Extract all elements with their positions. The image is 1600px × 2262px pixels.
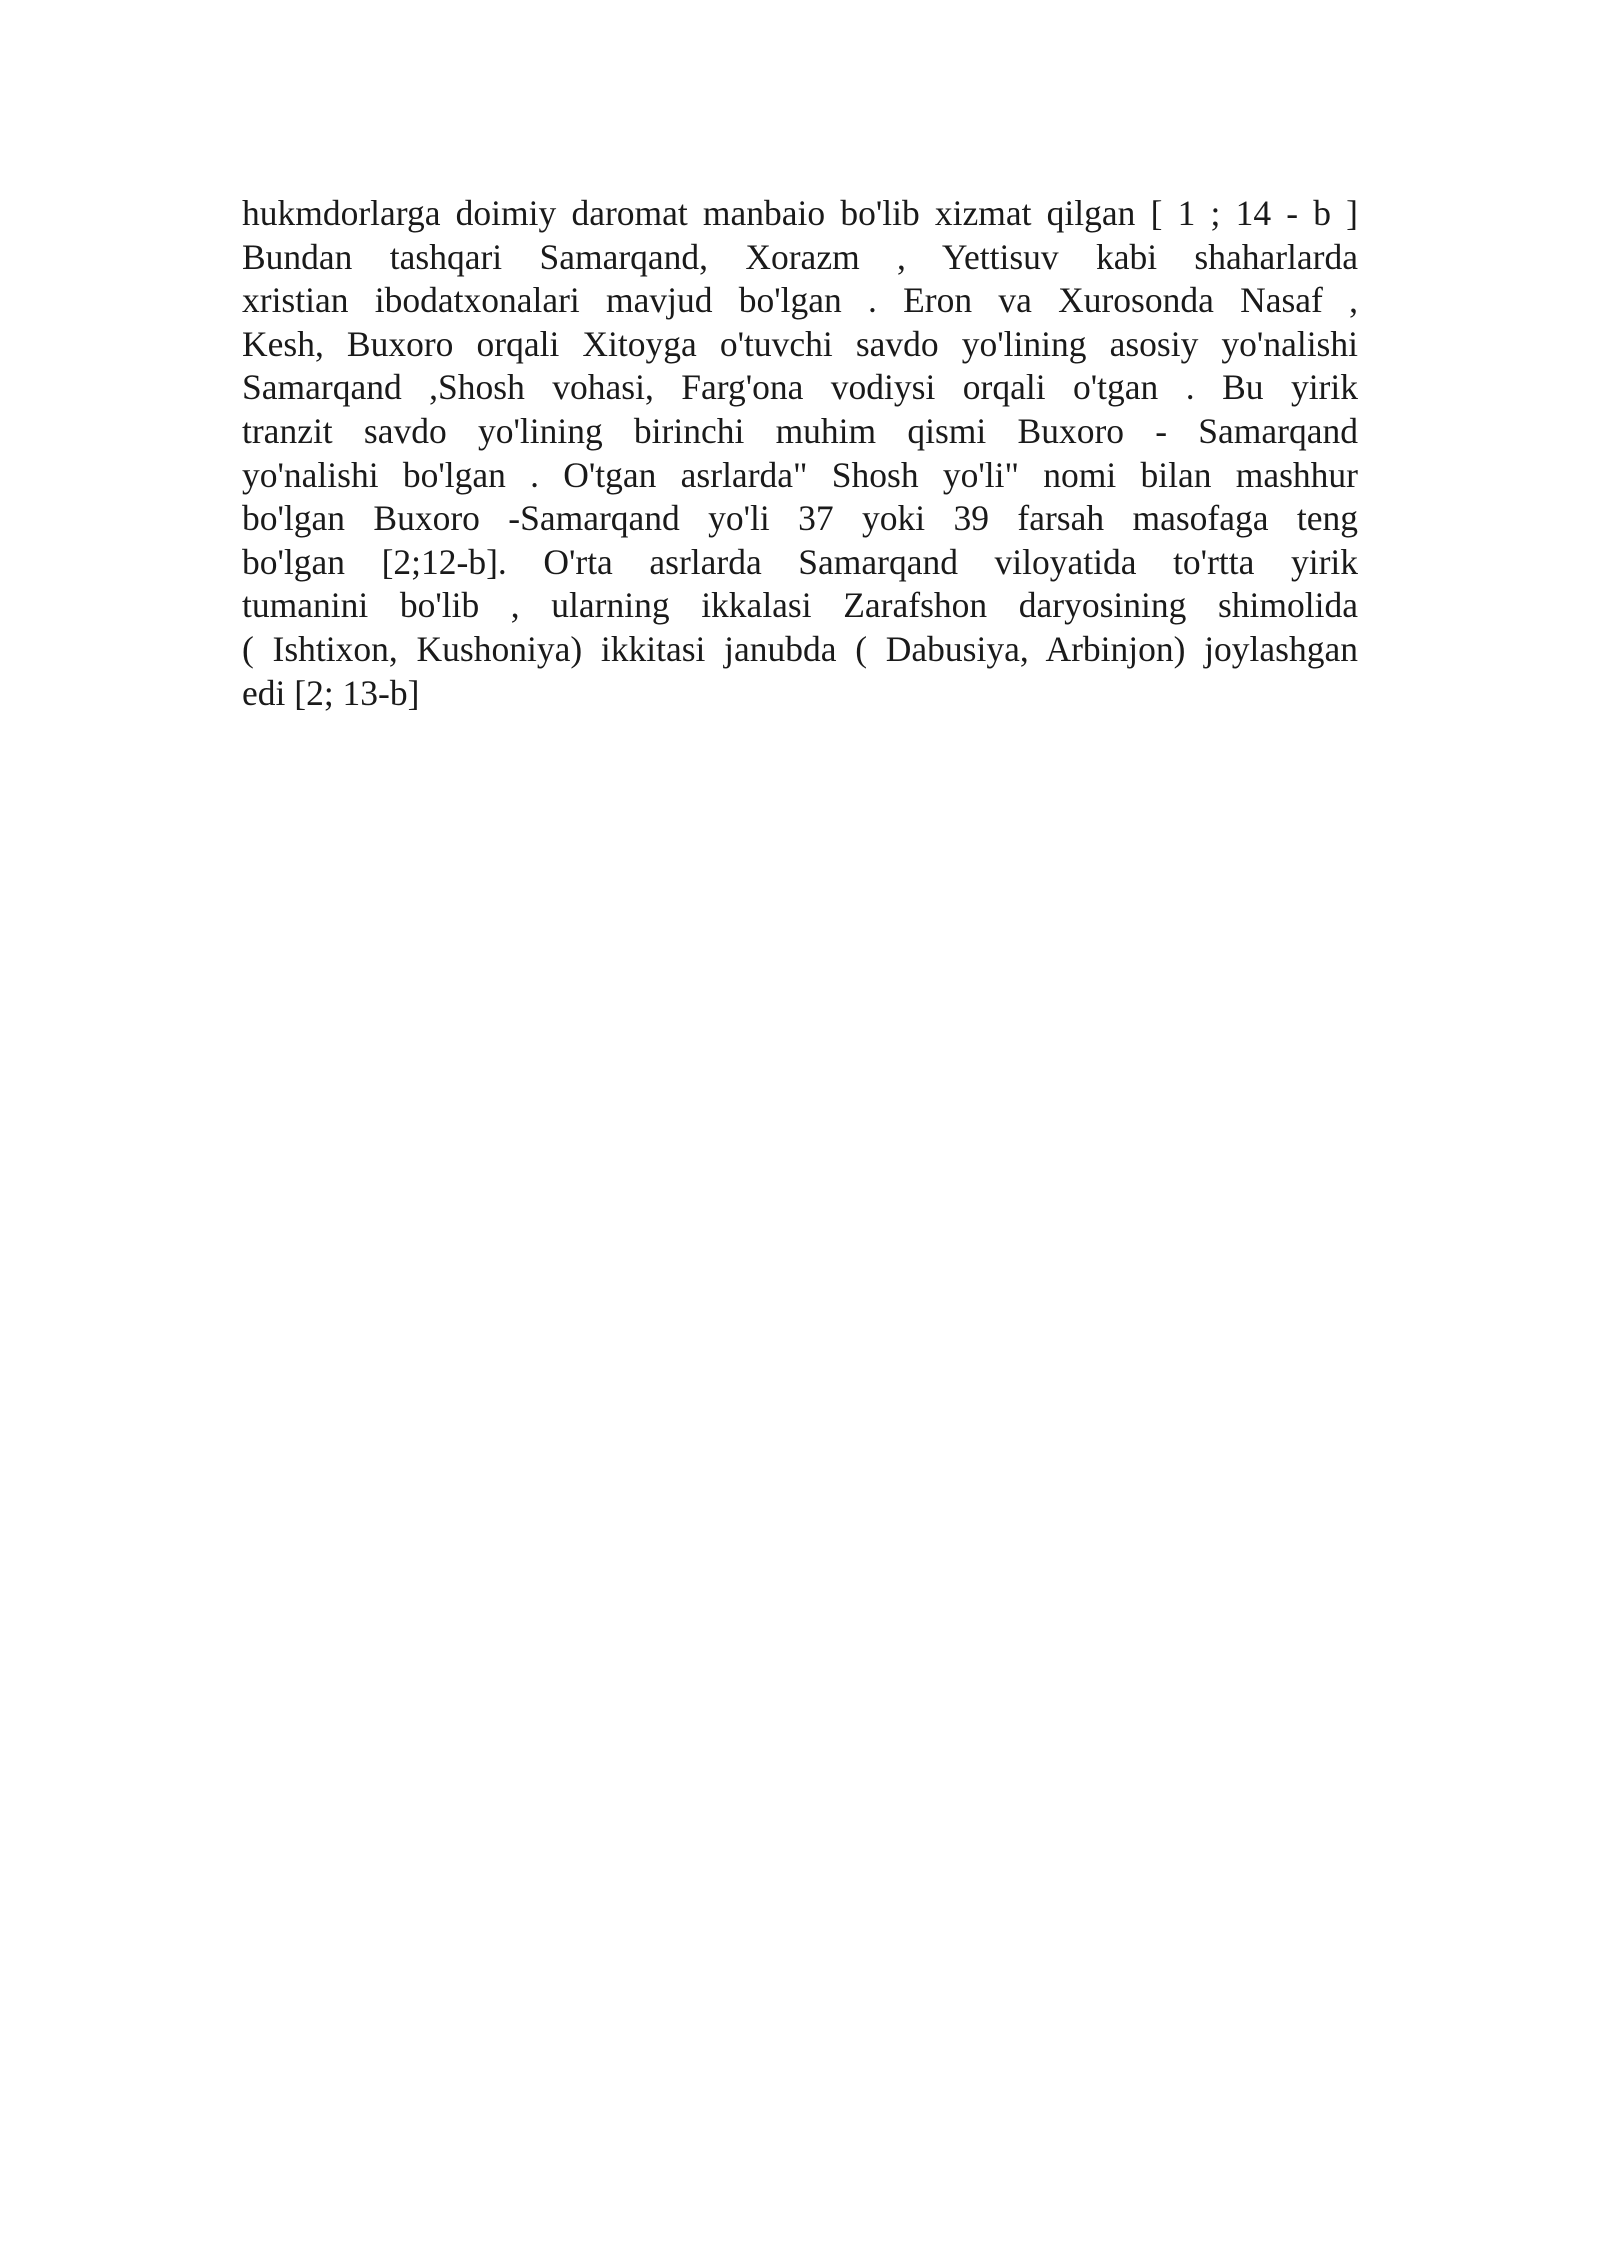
- text-line-11: ( Ishtixon, Kushoniya) ikkitasi janubda ( Dabusiya, Arbinjon) joylashgan: [242, 628, 1358, 669]
- text-line-6: tranzit savdo yo'lining birinchi muhim qismi Buxoro - Samarqand: [242, 410, 1358, 451]
- text-line-5: Samarqand ,Shosh vohasi, Farg'ona vodiysi orqali o'tgan . Bu yirik: [242, 367, 1358, 408]
- text-line-12: edi [2; 13-b]: [242, 672, 420, 713]
- text-line-2: Bundan tashqari Samarqand, Xorazm , Yettisuv kabi shaharlarda: [242, 236, 1358, 277]
- text-line-9: bo'lgan [2;12-b]. O'rta asrlarda Samarqand viloyatida to'rtta yirik: [242, 541, 1358, 582]
- text-line-3: xristian ibodatxonalari mavjud bo'lgan . Eron va Xurosonda Nasaf ,: [242, 280, 1358, 321]
- text-line-10: tumanini bo'lib , ularning ikkalasi Zarafshon daryosining shimolida: [242, 585, 1358, 626]
- text-line-7: yo'nalishi bo'lgan . O'tgan asrlarda" Shosh yo'li" nomi bilan mashhur: [242, 454, 1358, 495]
- text-line-1: hukmdorlarga doimiy daromat manbaio bo'lib xizmat qilgan [ 1 ; 14 - b ]: [242, 193, 1358, 233]
- text-line-4: Kesh, Buxoro orqali Xitoyga o'tuvchi savdo yo'lining asosiy yo'nalishi: [242, 323, 1358, 364]
- text-line-8: bo'lgan Buxoro -Samarqand yo'li 37 yoki 39 farsah masofaga teng: [242, 498, 1358, 539]
- body-paragraph: [242, 192, 1358, 715]
